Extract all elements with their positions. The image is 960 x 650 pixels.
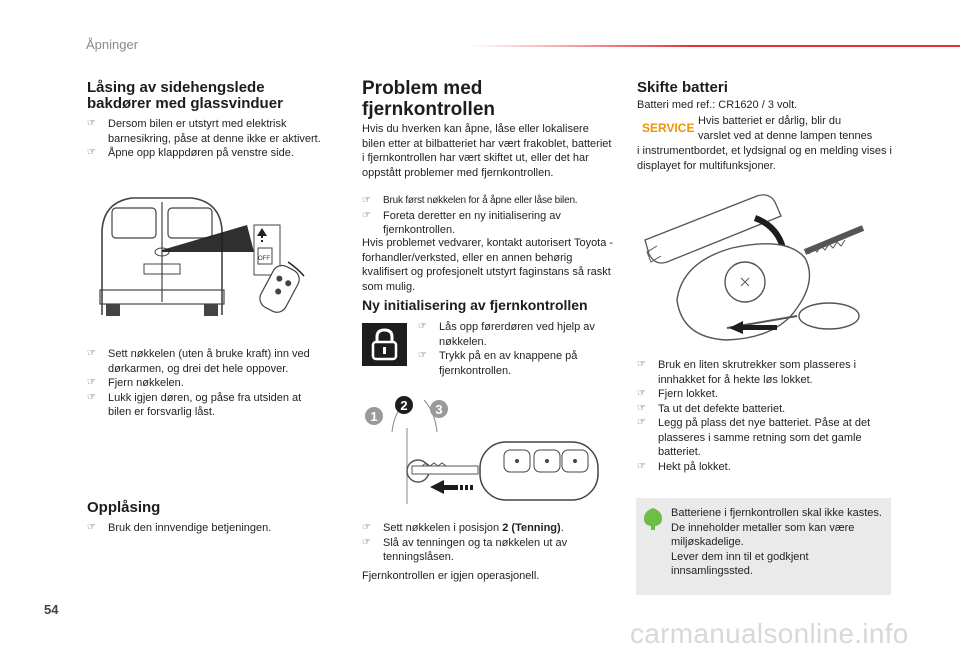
ignition-key-illustration (362, 392, 612, 512)
battery-step: ☞ Legg på plass det nye batteriet. Påse at det plasseres i samme retning som det gamle batteriet. (637, 416, 895, 460)
reinit-step: ☞ Lås opp førerdøren ved hjelp av nøkkelen. (418, 320, 614, 349)
key-steps (87, 347, 327, 420)
eco-note (671, 506, 883, 579)
page-number: 54 (44, 602, 59, 617)
problem-heading-line1: Problem med (362, 78, 483, 99)
battery-step: ☞ Ta ut det defekte batteriet. (637, 402, 895, 417)
locking-heading-line2: bakdører med glassvinduer (87, 95, 283, 112)
header-rule (470, 45, 960, 47)
ignition-step-text: Sett nøkkelen i posisjon (383, 522, 503, 534)
locking-heading-line1: Låsing av sidehengslede (87, 79, 265, 96)
battery-steps (637, 358, 895, 474)
key-step: ☞ Lukk igjen døren, og påse fra utsiden at bilen er forsvarlig låst. (87, 391, 327, 420)
position-1-number: 1 (370, 409, 378, 424)
battery-step: ☞ Fjern lokket. (637, 387, 895, 402)
eco-note-line2: Lever dem inn til et godkjent innsamlingssted. (671, 550, 809, 577)
unlocking-step: ☞ Bruk den innvendige betjeningen. (87, 521, 327, 536)
locking-step: ☞ Dersom bilen er utstyrt med elektrisk barnesikring, påse at denne ikke er aktivert. (87, 117, 327, 146)
ignition-step-suffix: . (560, 522, 564, 534)
problem-step: ☞ Foreta deretter en ny initialisering av fjernkontrollen. (362, 209, 618, 238)
service-label: SERVICE (642, 121, 695, 135)
problem-step: ☞ Bruk først nøkkelen for å åpne eller låse bilen. (362, 194, 618, 209)
unlocking-steps (87, 521, 327, 536)
position-3-number: 3 (435, 402, 443, 417)
service-text-c: i instrumentbordet, et lydsignal og en melding vises i displayet for multifunksjoner. (637, 145, 892, 172)
problem-footer: Hvis problemet vedvarer, kontakt autorisert Toyota -forhandler/verksted, eller en annen behørig kvalifisert og profesjonelt utstyrt faginstans så raskt som mulig. (362, 237, 614, 293)
problem-heading (362, 78, 495, 120)
locking-steps (87, 117, 327, 161)
battery-step: ☞ Bruk en liten skrutrekker som plasseres i innhakket for å hekte løs lokket. (637, 358, 895, 387)
ignition-step (362, 521, 614, 536)
position-2-number: 2 (400, 398, 408, 413)
battery-ref: Batteri med ref.: CR1620 / 3 volt. (637, 99, 798, 111)
eco-leaf-icon (642, 507, 664, 531)
eco-note-line1: Batteriene i fjernkontrollen skal ikke kastes. De inneholder metaller som kan være miljøskadelige. (671, 507, 882, 548)
unlocking-heading: Opplåsing (87, 499, 161, 516)
battery-heading: Skifte batteri (637, 79, 728, 96)
problem-heading-line2: fjernkontrollen (362, 99, 496, 120)
ignition-footer: Fjernkontrollen er igjen operasjonell. (362, 570, 540, 582)
battery-step: ☞ Hekt på lokket. (637, 460, 895, 475)
off-label: OFF (258, 256, 270, 262)
service-text-b: varslet ved at denne lampen tennes (698, 130, 873, 142)
ignition-position-label: 2 (Tenning) (502, 522, 561, 534)
key-step: ☞ Fjern nøkkelen. (87, 376, 327, 391)
key-step: ☞ Sett nøkkelen (uten å bruke kraft) inn ved dørkarmen, og drei det hele oppover. (87, 347, 327, 376)
problem-steps (362, 194, 618, 238)
reinit-step: ☞ Trykk på en av knappene på fjernkontrollen. (418, 349, 614, 378)
padlock-icon (362, 323, 407, 366)
battery-replacement-illustration (637, 188, 892, 348)
locking-heading (87, 80, 347, 112)
ignition-step: ☞ Slå av tenningen og ta nøkkelen ut av tenningslåsen. (362, 536, 614, 565)
section-title: Åpninger (86, 37, 139, 52)
ignition-steps (362, 521, 614, 565)
watermark: carmanualsonline.info (630, 618, 909, 649)
locking-step: ☞ Åpne opp klappdøren på venstre side. (87, 146, 327, 161)
service-text-a: Hvis batteriet er dårlig, blir du (698, 115, 842, 127)
problem-intro: Hvis du hverken kan åpne, låse eller lokalisere bilen etter at bilbatteriet har vært frakoblet, batteriet i fjernkontrollen har vært skiftet ut, eller det har oppstått problemer med fjernkontrollen. (362, 123, 612, 179)
van-rear-illustration (92, 190, 337, 320)
service-warning-icon (640, 118, 695, 136)
reinit-steps (418, 320, 614, 378)
reinit-heading: Ny initialisering av fjernkontrollen (362, 297, 588, 313)
